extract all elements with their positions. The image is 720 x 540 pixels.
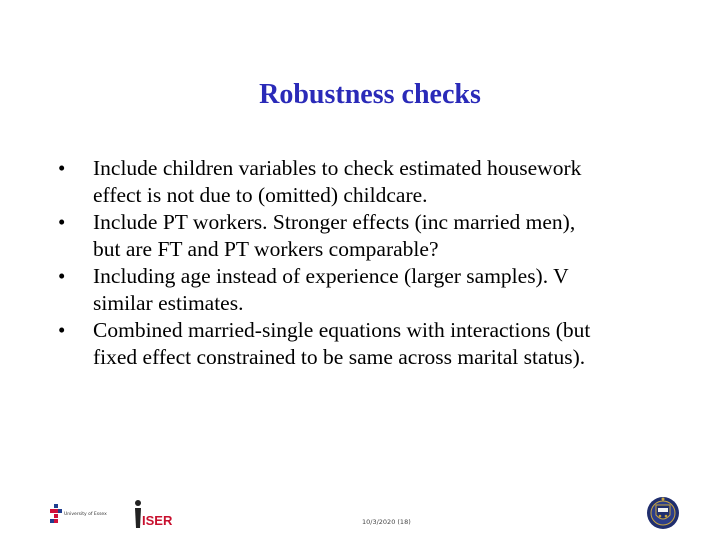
bullet-item (56, 155, 676, 209)
bullet-icon: • (58, 156, 66, 180)
bullet-item (56, 209, 676, 263)
iser-logo-text: ISER (142, 513, 173, 528)
bullet-line: fixed effect constrained to be same across marital status). (93, 345, 586, 369)
bullet-icon: • (58, 318, 66, 342)
bullet-line: effect is not due to (omitted) childcare. (93, 183, 428, 207)
bullet-line: but are FT and PT workers comparable? (93, 237, 439, 261)
bullet-list (56, 155, 676, 371)
bullet-line: Combined married-single equations with interactions (but (93, 318, 591, 342)
bullet-line: Include children variables to check estimated housework (93, 156, 582, 180)
university-crest-icon (646, 495, 680, 531)
bullet-line: Including age instead of experience (larger samples). V (93, 264, 569, 288)
footer-date: 10/3/2020 (18) (362, 518, 411, 526)
bullet-icon: • (58, 210, 66, 234)
bullet-icon: • (58, 264, 66, 288)
slide-title: Robustness checks (259, 79, 481, 110)
bullet-item (56, 317, 676, 371)
essex-logo-text: University of Essex (64, 512, 107, 517)
essex-logo (50, 502, 132, 528)
essex-logo-icon (50, 502, 64, 528)
iser-logo (131, 498, 171, 530)
bullet-line: Include PT workers. Stronger effects (inc married men), (93, 210, 576, 234)
bullet-line: similar estimates. (93, 291, 244, 315)
bullet-item (56, 263, 676, 317)
